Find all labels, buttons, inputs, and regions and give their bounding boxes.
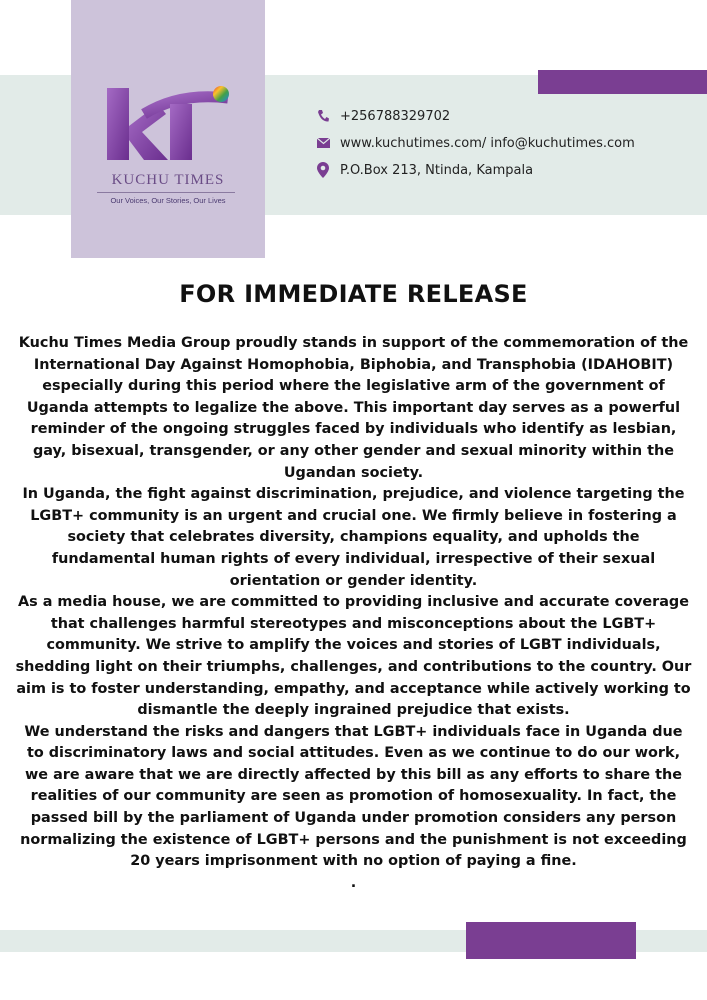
header-accent-bar (538, 70, 707, 94)
release-body (14, 333, 693, 894)
contact-phone (316, 106, 450, 126)
paragraph: As a media house, we are committed to providing inclusive and accurate coverage that challenges harmful stereotypes and misconceptions about the LGBT+ community. We strive to amplify the voices and stories of LGBT individuals, shedding light on their triumphs, challenges, and contributions to the country. Our aim is to foster understanding, empathy, and acceptance while actively working to dismantle the deeply ingrained prejudice that exists. (15, 594, 692, 719)
release-heading: FOR IMMEDIATE RELEASE (179, 280, 528, 308)
phone-number: +256788329702 (340, 108, 451, 124)
location-pin-icon (316, 162, 330, 178)
paragraph: In Uganda, the fight against discrimination, prejudice, and violence targeting the LGBT+ community is an urgent and crucial one. We firmly believe in fostering a society that celebrates diversity, champions equality, and upholds the fundamental human rights of every individual, irrespective of their sexual orientation or gender identity. (22, 486, 685, 589)
contact-web-email (316, 133, 635, 153)
website-email: www.kuchutimes.com/ info@kuchutimes.com (340, 135, 635, 151)
email-icon (316, 135, 330, 151)
brand-divider (97, 192, 235, 193)
paragraph: Kuchu Times Media Group proudly stands in support of the commemoration of the International Day Against Homophobia, Biphobia, and Transphobia (IDAHOBIT) especially during this period where the legislative arm of the government of Uganda attempts to legalize the above. This important day serves as a powerful reminder of the ongoing struggles faced by individuals who identify as lesbian, gay, bisexual, transgender, or any other gender and sexual minority within the Ugandan society. (18, 335, 689, 481)
trailing-mark: . (350, 874, 357, 891)
brand-tagline: Our Voices, Our Stories, Our Lives (110, 196, 226, 205)
contact-address (316, 160, 533, 180)
kuchu-times-logo (100, 84, 235, 169)
footer-accent-bar (466, 922, 636, 959)
paragraph: We understand the risks and dangers that LGBT+ individuals face in Uganda due to discriminatory laws and social attitudes. Even as we continue to do our work, we are aware that we are directly affected by this bill as any efforts to share the realities of our community are seen as promotion of homosexuality. In fact, the passed bill by the parliament of Uganda under promotion considers any person normalizing the existence of LGBT+ persons and the punishment is not exceeding 20 years imprisonment with no option of paying a fine. (20, 723, 687, 870)
postal-address: P.O.Box 213, Ntinda, Kampala (340, 162, 534, 178)
phone-icon (316, 108, 330, 124)
brand-name: KUCHU TIMES (111, 172, 225, 188)
